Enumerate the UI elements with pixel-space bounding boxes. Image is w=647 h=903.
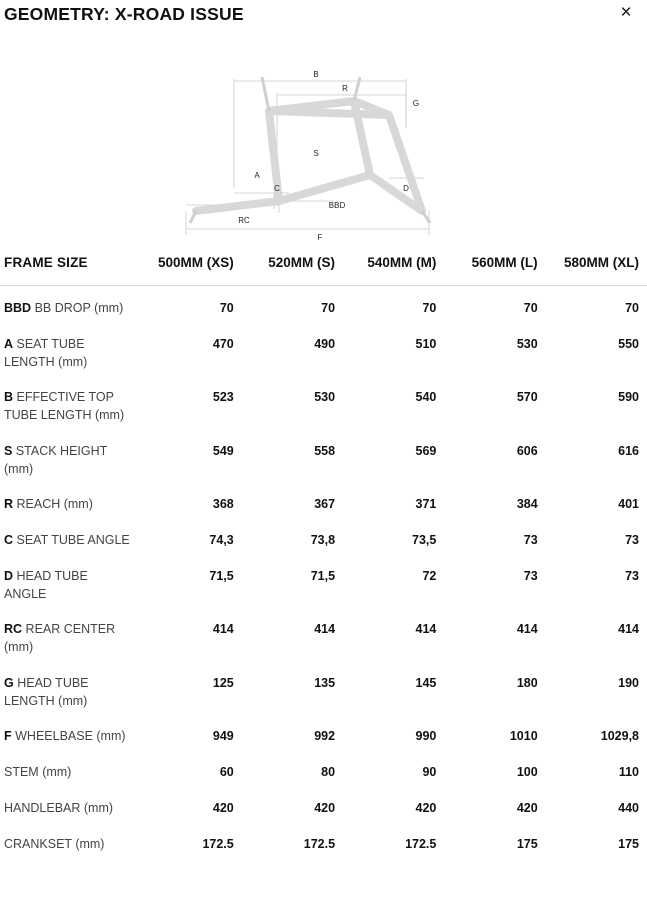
row-value: 590 — [618, 390, 639, 405]
row-value: 73,5 — [412, 533, 437, 548]
row-value: 180 — [516, 675, 538, 690]
row-value: 530 — [516, 336, 538, 351]
row-code: C — [4, 533, 14, 548]
row-label: RC REAR CENTER (mm) — [4, 622, 116, 655]
diagram-label-g: G — [412, 99, 419, 108]
geometry-table — [0, 247, 647, 862]
page-title: GEOMETRY: X-ROAD ISSUE — [4, 4, 244, 24]
row-label: D HEAD TUBE ANGLE — [4, 568, 88, 601]
row-value: 949 — [212, 729, 234, 744]
table-row — [0, 827, 647, 863]
row-value: 420 — [314, 800, 336, 815]
row-value: 530 — [314, 390, 336, 405]
table-row — [0, 612, 647, 666]
row-label: R REACH (mm) — [4, 497, 93, 512]
row-label: STEM (mm) — [4, 765, 72, 780]
table-row — [0, 559, 647, 613]
row-value: 420 — [516, 800, 538, 815]
row-label: C SEAT TUBE ANGLE — [4, 533, 130, 548]
table-header-row — [0, 247, 647, 286]
table-body — [0, 286, 647, 863]
row-value: 175 — [516, 836, 538, 851]
row-value: 100 — [516, 765, 538, 780]
diagram-label-a: A — [253, 171, 260, 180]
column-header-560: 560MM (L) — [444, 247, 545, 286]
table-row — [0, 666, 647, 720]
row-value: 558 — [314, 443, 336, 458]
row-code: D — [4, 568, 14, 583]
column-header-500: 500MM (XS) — [140, 247, 241, 286]
row-value: 569 — [415, 443, 437, 458]
table-row — [0, 719, 647, 755]
close-icon[interactable]: × — [615, 2, 637, 24]
row-value: 70 — [625, 301, 639, 316]
frame-geometry-diagram — [0, 25, 647, 247]
row-value: 172.5 — [405, 836, 437, 851]
row-label: CRANKSET (mm) — [4, 836, 105, 851]
diagram-label-f: F — [317, 233, 322, 242]
row-value: 60 — [219, 765, 234, 780]
row-value: 80 — [321, 765, 336, 780]
row-value: 490 — [314, 336, 336, 351]
table-row — [0, 523, 647, 559]
row-value: 414 — [516, 622, 538, 637]
row-code: BBD — [4, 301, 32, 316]
row-value: 70 — [321, 301, 336, 316]
row-value: 420 — [212, 800, 234, 815]
diagram-label-s: S — [312, 149, 319, 158]
row-value: 110 — [618, 765, 639, 780]
table-row — [0, 380, 647, 434]
row-value: 523 — [212, 390, 234, 405]
row-value: 73 — [523, 568, 538, 583]
row-value: 73,8 — [310, 533, 336, 548]
table-row — [0, 791, 647, 827]
row-value: 74,3 — [209, 533, 234, 548]
row-value: 606 — [516, 443, 538, 458]
column-header-580: 580MM (XL) — [546, 247, 647, 286]
row-value: 72 — [422, 568, 437, 583]
row-value: 540 — [415, 390, 437, 405]
row-value: 367 — [314, 497, 336, 512]
row-value: 135 — [314, 675, 336, 690]
row-code: S — [4, 443, 13, 458]
row-label: BBD BB DROP (mm) — [4, 301, 124, 316]
row-value: 992 — [314, 729, 336, 744]
row-value: 73 — [523, 533, 538, 548]
row-value: 125 — [212, 675, 234, 690]
row-code: F — [4, 729, 12, 744]
row-code: B — [4, 390, 14, 405]
row-value: 414 — [415, 622, 437, 637]
row-value: 90 — [422, 765, 437, 780]
row-value: 368 — [212, 497, 234, 512]
column-header-540: 540MM (M) — [343, 247, 444, 286]
row-code: RC — [4, 622, 23, 637]
row-value: 616 — [618, 443, 639, 458]
row-value: 71,5 — [209, 568, 234, 583]
row-value: 549 — [212, 443, 234, 458]
row-value: 550 — [618, 336, 639, 351]
row-value: 510 — [415, 336, 437, 351]
row-label: F WHEELBASE (mm) — [4, 729, 126, 744]
row-value: 371 — [415, 497, 437, 512]
row-code: R — [4, 497, 14, 512]
row-code: A — [4, 336, 14, 351]
diagram-label-d: D — [402, 184, 409, 193]
column-header-520: 520MM (S) — [242, 247, 343, 286]
table-row — [0, 487, 647, 523]
row-code: G — [4, 675, 14, 690]
row-value: 420 — [415, 800, 437, 815]
row-value: 414 — [618, 622, 639, 637]
row-value: 401 — [618, 497, 639, 512]
diagram-label-b: B — [312, 70, 319, 79]
row-value: 190 — [618, 675, 639, 690]
row-label: G HEAD TUBE LENGTH (mm) — [4, 675, 89, 708]
row-value: 70 — [422, 301, 437, 316]
column-header-frame-size: FRAME SIZE — [0, 247, 140, 286]
row-value: 570 — [516, 390, 538, 405]
table-row — [0, 755, 647, 791]
row-value: 145 — [415, 675, 437, 690]
row-value: 70 — [523, 301, 538, 316]
row-value: 1029,8 — [600, 729, 639, 744]
row-value: 70 — [219, 301, 234, 316]
diagram-label-c: C — [273, 184, 280, 193]
table-row — [0, 434, 647, 488]
row-value: 414 — [212, 622, 234, 637]
row-label: S STACK HEIGHT (mm) — [4, 443, 108, 476]
row-label: B EFFECTIVE TOP TUBE LENGTH (mm) — [4, 390, 125, 423]
diagram-label-rc: RC — [237, 216, 250, 225]
row-value: 71,5 — [310, 568, 336, 583]
table-row — [0, 327, 647, 381]
row-value: 175 — [618, 836, 639, 851]
row-value: 990 — [415, 729, 437, 744]
row-value: 73 — [625, 533, 639, 548]
row-label: A SEAT TUBE LENGTH (mm) — [4, 336, 88, 369]
row-value: 470 — [212, 336, 234, 351]
row-value: 440 — [618, 800, 639, 815]
row-value: 172.5 — [202, 836, 234, 851]
row-value: 73 — [625, 568, 639, 583]
row-value: 414 — [314, 622, 336, 637]
row-label: HANDLEBAR (mm) — [4, 800, 114, 815]
diagram-label-bbd: BBD — [328, 201, 345, 210]
row-value: 172.5 — [303, 836, 336, 851]
table-row — [0, 286, 647, 327]
diagram-label-r: R — [341, 84, 348, 93]
row-value: 384 — [516, 497, 538, 512]
row-value: 1010 — [509, 729, 538, 744]
